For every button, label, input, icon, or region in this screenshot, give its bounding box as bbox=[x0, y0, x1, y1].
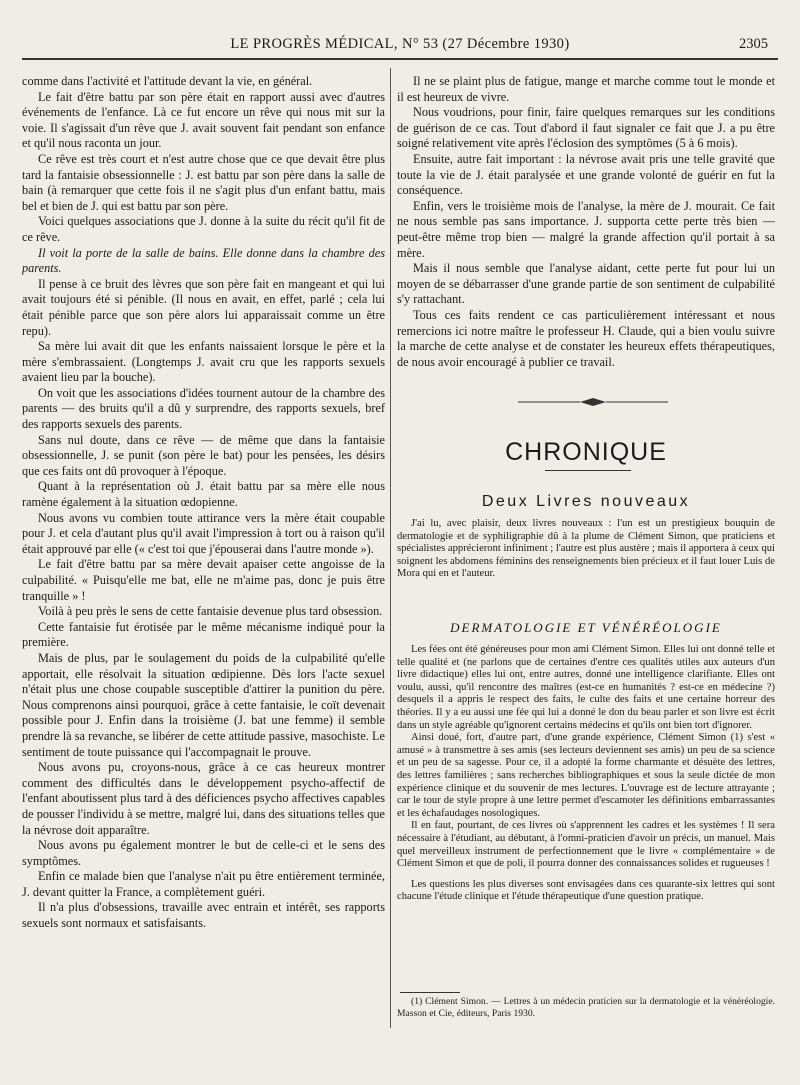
paragraph: Voici quelques associations que J. donne à la suite du récit qu'il fit de ce rêve. bbox=[22, 214, 385, 244]
footnote-text: (1) Clément Simon. — Lettres à un médecin praticien sur la dermatologie et la vénéréologie. Masson et Cie, éditeurs, Paris 1930. bbox=[397, 996, 775, 1019]
footnote bbox=[397, 996, 775, 1019]
chronique-intro bbox=[397, 518, 775, 598]
paragraph: Ainsi doué, fort, d'autre part, d'une grande expérience, Clément Simon (1) s'est « amusé » à transmettre à ses amis (ses lecteurs deviennent ses amis) un peu de sa science et un peu de sa sagesse. Pour ce, il a adopté la forme charmante et désuète des lettres, des lettres familières ; sans recherches bibliographiques et sous la seule dictée de mon expérience clinique et du souvenir de mes lectures. L'ouvrage est de lecture attrayante ; car le tour de style propre à une lettre permet d'escamoter les définitions embarrassantes et les échafaudages nosologiques. bbox=[397, 732, 775, 819]
paragraph: Le fait d'être battu par sa mère devait apaiser cette angoisse de la culpabilité. « Puisqu'elle me bat, elle ne m'aime pas, donc je puis être tranquille » ! bbox=[22, 557, 385, 603]
chronique-heading: CHRONIQUE bbox=[505, 438, 667, 466]
paragraph: Les fées ont été généreuses pour mon ami Clément Simon. Elles lui ont donné telle et telle qualité et (ne parlons que de certaines d'entre ces qualités utiles aux auteurs d'un livre didactique) elles lui ont, entre autres, donné une intelligence clarifiante. Elles ont voulu, aussi, qu'il rencontre des maîtres (est-ce en humanités ? est-ce en médecine ?) desquels il a appris le respect des faits, le culte des faits et une certaine horreur des théories. Il y a eu aussi une fée qui lui a donné le don du beau parler et son livre est écrit dans un style agréable qu'ignorent certains médecins et qu'ils ont bien tort d'ignorer. bbox=[397, 644, 775, 731]
paragraph: Quant à la représentation où J. était battu par sa mère elle nous ramène également à la situation œdopienne. bbox=[22, 479, 385, 510]
paragraph: Tous ces faits rendent ce cas particulièrement intéressant et nous remercions ici notre maître le professeur H. Claude, qui a bien voulu suivre la marche de cette analyse et de constater les heureux effets thérapeutiques, de nous avoir encouragé à publier ce travail. bbox=[397, 307, 775, 369]
paragraph: Il voit la porte de la salle de bains. Elle donne dans la chambre des parents. bbox=[22, 245, 385, 276]
paragraph: On voit que les associations d'idées tournent autour de la chambre des parents — des bruits qu'il a dû y surprendre, des rapports sexuels, bref des rapports sexuels des parents. bbox=[22, 385, 385, 432]
paragraph: Le fait d'être battu par son père était en rapport aussi avec d'autres événements de l'enfance. Là ce fut encore un rêve qui nous mit sur la voie. Il s'agissait d'un rêve que J. avait souvent fait pendant son enfance et qu'il nous raconta un jour. bbox=[22, 89, 385, 151]
paragraph: Nous avons pu, croyons-nous, grâce à ce cas heureux montrer comment des difficultés dans le développement psycho-affectif de l'enfant aboutissent plus tard à des déficiences psycho affectives capables de pousser l'individu à se mettre, malgré lui, dans des situations telles que la névrose doit apparaître. bbox=[22, 760, 385, 837]
paragraph: Voilà à peu près le sens de cette fantaisie devenue plus tard obsession. bbox=[38, 604, 383, 619]
ornament-divider bbox=[518, 396, 668, 408]
paragraph: Il ne se plaint plus de fatigue, mange et marche comme tout le monde et il est heureux de vivre. bbox=[397, 74, 775, 104]
header-rule bbox=[22, 58, 778, 60]
paragraph: Mais il nous semble que l'analyse aidant, cette perte fut pour lui un moyen de se débarrasser d'une grande partie de son sentiment de culpabilité s'y rattachant. bbox=[397, 261, 775, 307]
footnote-rule bbox=[400, 992, 460, 993]
paragraph: Nous avons pu également montrer le but de celle-ci et le sens des symptômes. bbox=[22, 838, 385, 868]
paragraph: Sans nul doute, dans ce rêve — de même que dans la fantaisie obsessionnelle, J. se punit (son père le bat) pour les pensées, les désirs que ces faits ont dû provoquer à l'époque. bbox=[22, 432, 385, 478]
section-title: DERMATOLOGIE ET VÉNÉRÉOLOGIE bbox=[450, 620, 722, 635]
paragraph: Il pense à ce bruit des lèvres que son père fait en mangeant et qui lui avait toujours été si pénible. (Il nous en avait, en effet, parlé ; cela lui était pénible parce que son père alors lui apparaissait comme un être repu). bbox=[22, 276, 385, 338]
journal-title: LE PROGRÈS MÉDICAL, N° 53 (27 Décembre 1930) bbox=[230, 36, 570, 52]
paragraph: Enfin ce malade bien que l'analyse n'ait pu être entièrement terminée, J. devant quitter la France, a complètement guéri. bbox=[22, 869, 385, 899]
paragraph: Cette fantaisie fut érotisée par le même mécanisme indiqué pour la première. bbox=[22, 619, 385, 650]
column-divider bbox=[390, 68, 391, 1028]
paragraph: Enfin, vers le troisième mois de l'analyse, la mère de J. mourait. Ce fait ne nous semble pas sans importance. J. supporta cette perte très bien — peut-être même trop bien — malgré la grande affection qu'il portait à sa mère. bbox=[397, 198, 775, 260]
paragraph: comme dans l'activité et l'attitude devant la vie, en général. bbox=[22, 74, 313, 88]
chronique-subheading: Deux Livres nouveaux bbox=[481, 493, 691, 510]
page-number: 2305 bbox=[739, 36, 768, 52]
heading-rule bbox=[545, 470, 631, 471]
paragraph: Il n'a plus d'obsessions, travaille avec entrain et intérêt, ses rapports sexuels sont normaux et satisfaisants. bbox=[22, 900, 385, 931]
right-column bbox=[397, 74, 775, 374]
paragraph: Il en faut, pourtant, de ces livres où s'apprennent les cadres et les systèmes ! Il sera nécessaire à l'étudiant, au débutant, à l'omni-praticien d'avoir un précis, un manuel. Mais quel merveilleux instrument de perfectionnement que le livre « complémentaire » de Clément Simon et que de poli, il pourra donner des connaissances solides et rugueuses ! bbox=[397, 820, 775, 870]
paragraph: Les questions les plus diverses sont envisagées dans ces quarante-six lettres qui sont chacune l'étude clinique et l'étude thérapeutique d'une question pratique. bbox=[397, 878, 775, 903]
page-header bbox=[22, 36, 778, 56]
chronique-body bbox=[397, 644, 775, 974]
paragraph: Ensuite, autre fait important : la névrose avait pris une telle gravité que toute la vie de J. était paralysée et une grande volonté de guérir en fut la conséquence. bbox=[397, 151, 775, 198]
paragraph: Mais de plus, par le soulagement du poids de la culpabilité qu'elle apportait, elle résolvait la situation œdipienne. Dès lors l'acte sexuel n'était plus une chose coupable susceptible d'attirer la punition du père. Nous comprenons ainsi pourquoi, grâce à cette fantaisie, le coït devenait possible pour J. Enfin dans la troisième (J. bat une femme) il semble prendre là sa revanche, se libérer de cette attitude passive, masochiste. Le sentiment de toute puissance qui l'accompagnait le prouve. bbox=[22, 650, 385, 759]
paragraph: Nous voudrions, pour finir, faire quelques remarques sur les conditions de guérison de ce cas. Tout d'abord il faut signaler ce fait que J. a pu être soigné relativement vite après l'éclosion des symptômes (5 à 6 mois). bbox=[397, 105, 775, 151]
paragraph: J'ai lu, avec plaisir, deux livres nouveaux : l'un est un prestigieux bouquin de dermatologie et de syphiligraphie dû à la plume de Clément Simon, que praticiens et spécialistes apprécieront infiniment ; l'autre est plus austère ; mais il apportera à ceux qui soignent les abdomens féminins des renseignements bien précieux et il faut louer Luis de Mora qui en et l'auteur. bbox=[397, 518, 775, 580]
paragraph: Sa mère lui avait dit que les enfants naissaient lorsque le père et la mère s'embrassaient. (Longtemps J. avait cru que les rapports sexuels avaient lieu par la bouche). bbox=[22, 339, 385, 385]
paragraph: Nous avons vu combien toute attirance vers la mère était coupable pour J. et cela d'autant plus qu'il avait l'impression à tort ou à raison qu'il était approuvé par elle (« c'est toi que j'épouserai dans l'autre monde »). bbox=[22, 510, 385, 556]
left-column bbox=[22, 74, 385, 1049]
paragraph: Ce rêve est très court et n'est autre chose que ce que devait être plus tard la fantaisie obsessionnelle : J. est battu par son père dans la salle de bain (à remarquer que cette fois il ne s'agit plus d'un enfant battu, mais bel et bien de J. qui est battu par son père. bbox=[22, 151, 385, 213]
